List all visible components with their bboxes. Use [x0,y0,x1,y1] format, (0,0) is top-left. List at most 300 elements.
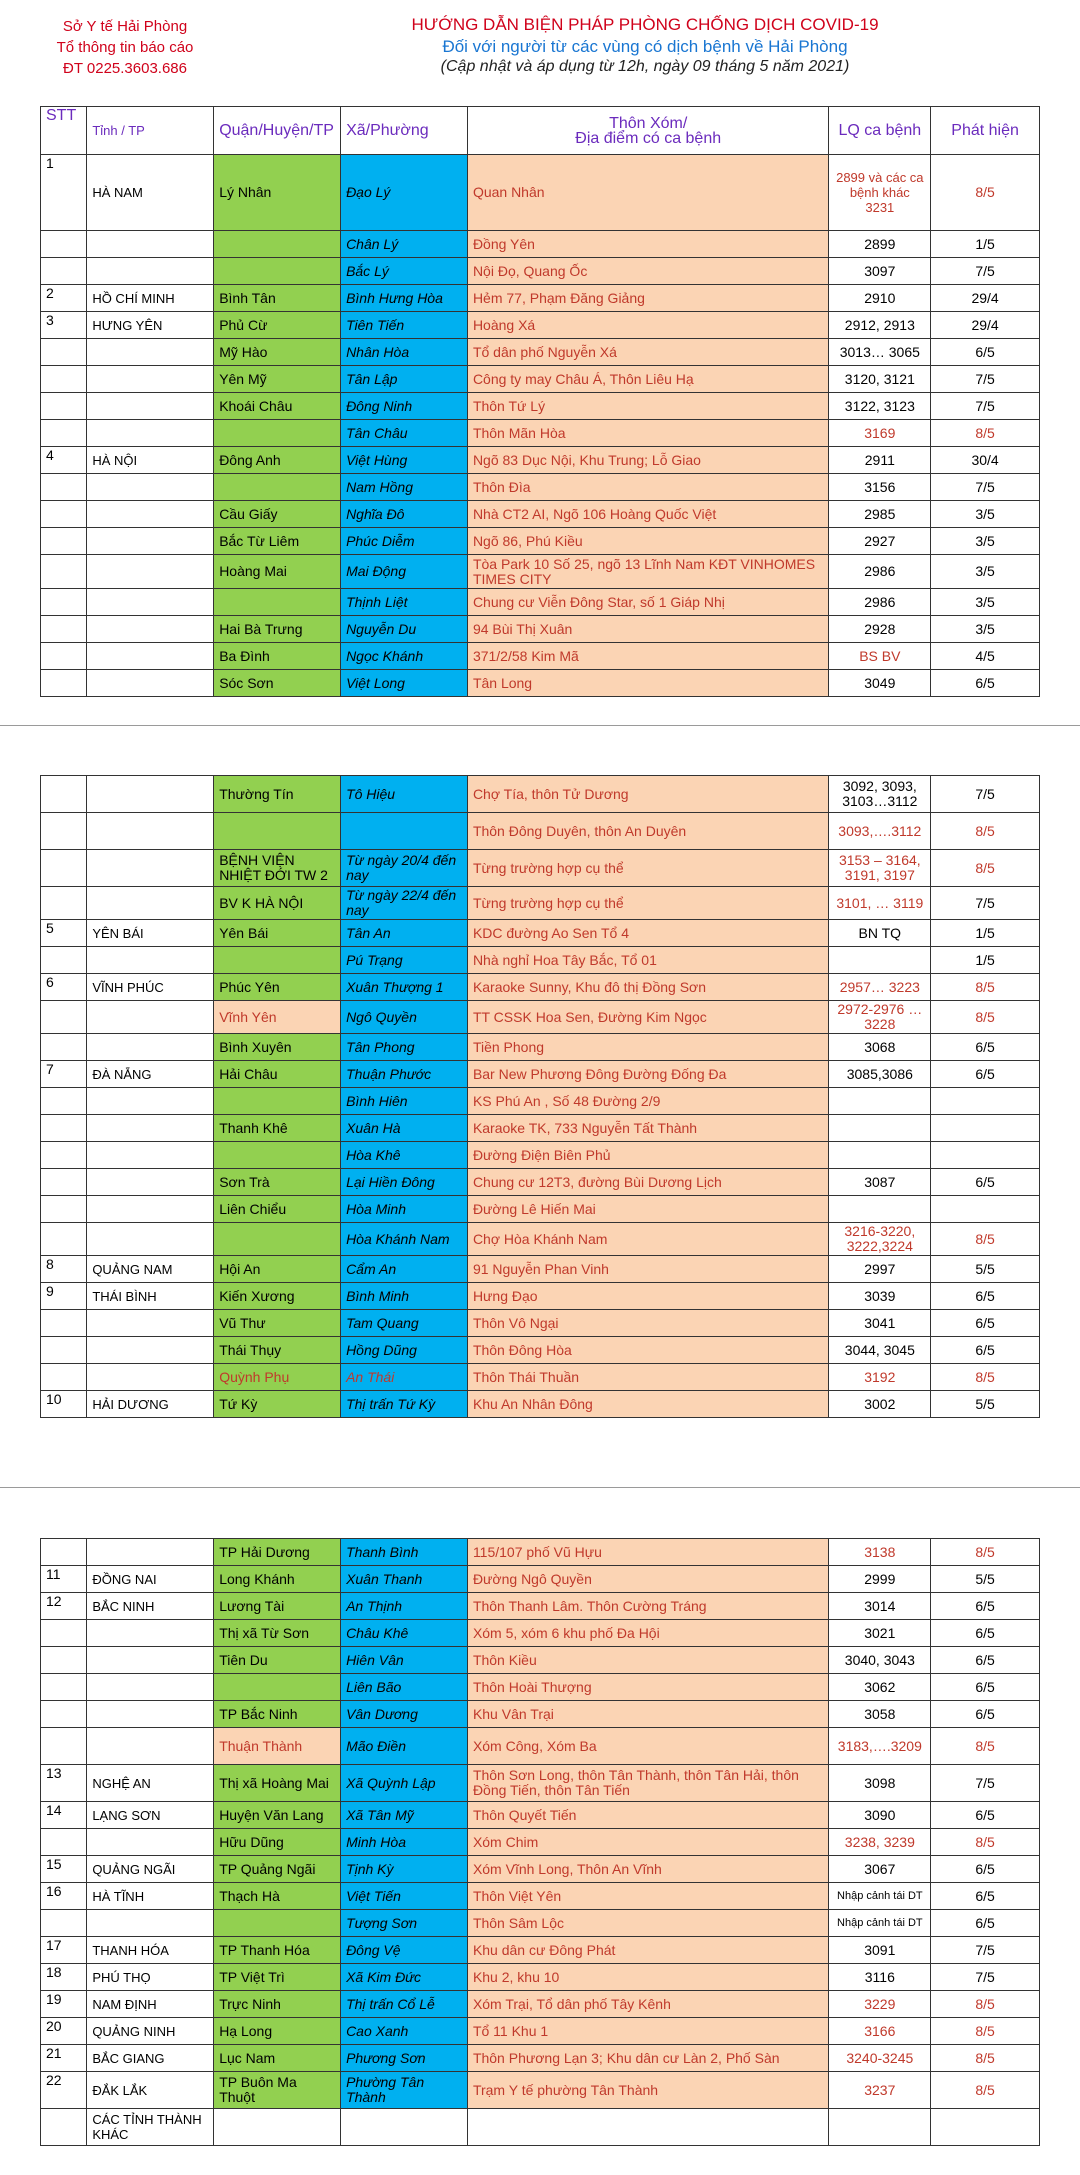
case-link-cell: 2985 [829,501,931,528]
column-header: Quận/Huyện/TP [214,107,341,155]
stt-cell: 21 [41,2045,87,2072]
ward-cell: Việt Hùng [341,447,468,474]
table-row [41,1196,1040,1223]
province-cell [87,420,214,447]
table-row [41,1142,1040,1169]
stt-cell [41,258,87,285]
table-row [41,1937,1040,1964]
district-cell: Khoái Châu [214,393,341,420]
detected-date-cell: 3/5 [931,616,1040,643]
case-link-cell: 3044, 3045 [829,1337,931,1364]
table-row [41,776,1040,813]
detected-date-cell: 8/5 [931,813,1040,850]
table-row [41,1674,1040,1701]
district-cell: Thuận Thành [214,1728,341,1765]
province-cell: QUẢNG NGÃI [87,1856,214,1883]
detected-date-cell: 3/5 [931,528,1040,555]
ward-cell: Tiên Tiến [341,312,468,339]
province-cell: THÁI BÌNH [87,1283,214,1310]
ward-cell: Vân Dương [341,1701,468,1728]
detected-date-cell: 8/5 [931,1364,1040,1391]
ward-cell: Nguyễn Du [341,616,468,643]
province-cell: VĨNH PHÚC [87,974,214,1001]
location-cell: 115/107 phố Vũ Hựu [467,1539,829,1566]
stt-cell: 8 [41,1256,87,1283]
table-row [41,1802,1040,1829]
province-cell [87,1196,214,1223]
detected-date-cell: 1/5 [931,947,1040,974]
page-divider [0,725,1080,726]
table-row [41,670,1040,697]
case-link-cell: 3229 [829,1991,931,2018]
stt-cell [41,1196,87,1223]
stt-cell [41,1647,87,1674]
detected-date-cell: 29/4 [931,312,1040,339]
location-cell: Bar New Phương Đông Đường Đống Đa [467,1061,829,1088]
stt-cell [41,1142,87,1169]
table-row [41,2045,1040,2072]
page-divider [0,1487,1080,1488]
column-header: LQ ca bệnh [829,107,931,155]
ward-cell: Tượng Sơn [341,1910,468,1937]
district-cell: Kiến Xương [214,1283,341,1310]
stt-cell [41,776,87,813]
province-cell [87,1115,214,1142]
district-cell [214,1674,341,1701]
district-cell: Thị xã Từ Sơn [214,1620,341,1647]
detected-date-cell: 6/5 [931,1593,1040,1620]
district-cell: Sóc Sơn [214,670,341,697]
stt-cell [41,1115,87,1142]
province-cell [87,1223,214,1256]
ward-cell: Tân An [341,920,468,947]
location-cell: Khu dân cư Đông Phát [467,1937,829,1964]
location-cell: Nội Đọ, Quang Ốc [467,258,829,285]
case-link-cell: 3237 [829,2072,931,2109]
stt-cell: 13 [41,1765,87,1802]
case-link-cell: 2912, 2913 [829,312,931,339]
district-cell: Mỹ Hào [214,339,341,366]
location-cell: Thôn Sơn Long, thôn Tân Thành, thôn Tân Hải, thôn Đồng Tiến, thôn Tân Tiến [467,1765,829,1802]
stt-cell: 14 [41,1802,87,1829]
data-table-page-2 [40,775,1040,1418]
org-phone: ĐT 0225.3603.686 [63,60,187,77]
table-row [41,2072,1040,2109]
case-link-cell: 3021 [829,1620,931,1647]
case-link-cell: 2899 [829,231,931,258]
stt-cell [41,231,87,258]
district-cell [214,1223,341,1256]
table-row [41,1223,1040,1256]
location-cell: Thôn Phương Lạn 3; Khu dân cư Làn 2, Phố Sàn [467,2045,829,2072]
province-cell [87,1337,214,1364]
ward-cell: Mão Điền [341,1728,468,1765]
case-link-cell: 3085,3086 [829,1061,931,1088]
case-link-cell: 3067 [829,1856,931,1883]
district-cell: Long Khánh [214,1566,341,1593]
province-cell: PHÚ THỌ [87,1964,214,1991]
ward-cell: Từ ngày 20/4 đến nay [341,850,468,887]
location-cell: Tòa Park 10 Số 25, ngõ 13 Lĩnh Nam KĐT VINHOMES TIMES CITY [467,555,829,589]
stt-cell: 22 [41,2072,87,2109]
stt-cell [41,366,87,393]
detected-date-cell: 7/5 [931,1964,1040,1991]
location-cell: 91 Nguyễn Phan Vinh [467,1256,829,1283]
ward-cell: Hiên Vân [341,1647,468,1674]
detected-date-cell: 29/4 [931,285,1040,312]
ward-cell: Phúc Diễm [341,528,468,555]
table-row [41,231,1040,258]
province-cell: HỒ CHÍ MINH [87,285,214,312]
ward-cell: Hòa Minh [341,1196,468,1223]
column-header: Phát hiện [931,107,1040,155]
detected-date-cell: 8/5 [931,2018,1040,2045]
detected-date-cell: 6/5 [931,1802,1040,1829]
case-link-cell: 2899 và các ca bệnh khác 3231 [829,155,931,231]
detected-date-cell: 8/5 [931,1539,1040,1566]
district-cell: TP Hải Dương [214,1539,341,1566]
detected-date-cell: 6/5 [931,1283,1040,1310]
table-row [41,258,1040,285]
ward-cell: Ngọc Khánh [341,643,468,670]
ward-cell: Lại Hiền Đông [341,1169,468,1196]
district-cell: Liên Chiểu [214,1196,341,1223]
province-cell [87,474,214,501]
detected-date-cell: 1/5 [931,920,1040,947]
detected-date-cell: 8/5 [931,1728,1040,1765]
district-cell: Hai Bà Trưng [214,616,341,643]
stt-cell [41,1001,87,1034]
table-row [41,1364,1040,1391]
district-cell: Yên Bái [214,920,341,947]
table-row [41,1169,1040,1196]
detected-date-cell: 6/5 [931,1061,1040,1088]
ward-cell: Thuận Phước [341,1061,468,1088]
location-cell: Thôn Đìa [467,474,829,501]
stt-cell: 4 [41,447,87,474]
case-link-cell: 2928 [829,616,931,643]
case-link-cell: 3153 – 3164, 3191, 3197 [829,850,931,887]
province-cell [87,528,214,555]
table-row [41,1088,1040,1115]
location-cell: KS Phú An , Số 48 Đường 2/9 [467,1088,829,1115]
stt-cell: 15 [41,1856,87,1883]
location-cell: Hẻm 77, Phạm Đăng Giảng [467,285,829,312]
ward-cell: Xã Tân Mỹ [341,1802,468,1829]
location-cell: Đồng Yên [467,231,829,258]
location-cell: Thôn Đông Hòa [467,1337,829,1364]
ward-cell: Thanh Bình [341,1539,468,1566]
detected-date-cell: 5/5 [931,1391,1040,1418]
district-cell: Lương Tài [214,1593,341,1620]
province-cell: BẮC NINH [87,1593,214,1620]
detected-date-cell: 6/5 [931,339,1040,366]
case-link-cell: BS BV [829,643,931,670]
province-cell: HÀ TĨNH [87,1883,214,1910]
province-cell [87,1169,214,1196]
district-cell: Hoàng Mai [214,555,341,589]
table-row [41,393,1040,420]
province-cell [87,1088,214,1115]
stt-cell [41,947,87,974]
location-cell: Nhà CT2 AI, Ngõ 106 Hoàng Quốc Việt [467,501,829,528]
case-link-cell: 3097 [829,258,931,285]
location-cell: Xóm Chim [467,1829,829,1856]
stt-cell [41,1829,87,1856]
case-link-cell: 3169 [829,420,931,447]
case-link-cell: 3120, 3121 [829,366,931,393]
stt-cell: 3 [41,312,87,339]
table-row [41,1391,1040,1418]
table-row [41,155,1040,231]
ward-cell: Việt Tiến [341,1883,468,1910]
location-cell: Hoàng Xá [467,312,829,339]
ward-cell [341,813,468,850]
ward-cell: Xuân Thanh [341,1566,468,1593]
stt-cell: 1 [41,155,87,231]
location-cell: Đường Điện Biên Phủ [467,1142,829,1169]
detected-date-cell: 6/5 [931,1701,1040,1728]
province-cell [87,1620,214,1647]
district-cell: Tiên Du [214,1647,341,1674]
detected-date-cell: 6/5 [931,1337,1040,1364]
table-row [41,1115,1040,1142]
table-row [41,1001,1040,1034]
table-row [41,1883,1040,1910]
province-cell [87,1034,214,1061]
district-cell [214,420,341,447]
district-cell: Thái Thụy [214,1337,341,1364]
detected-date-cell: 8/5 [931,1223,1040,1256]
stt-cell [41,589,87,616]
district-cell: TP Bắc Ninh [214,1701,341,1728]
detected-date-cell: 8/5 [931,155,1040,231]
district-cell: TP Quảng Ngãi [214,1856,341,1883]
location-cell: Ngõ 83 Dục Nội, Khu Trung; Lỗ Giao [467,447,829,474]
table-row [41,1034,1040,1061]
stt-cell [41,501,87,528]
ward-cell: Phường Tân Thành [341,2072,468,2109]
case-link-cell: 3062 [829,1674,931,1701]
district-cell: Huyện Văn Lang [214,1802,341,1829]
location-cell: Khu An Nhân Đông [467,1391,829,1418]
district-cell: Lục Nam [214,2045,341,2072]
ward-cell: Đông Vệ [341,1937,468,1964]
detected-date-cell [931,2109,1040,2146]
location-cell: Ngõ 86, Phú Kiều [467,528,829,555]
detected-date-cell: 5/5 [931,1566,1040,1593]
detected-date-cell: 7/5 [931,393,1040,420]
ward-cell: Bắc Lý [341,258,468,285]
case-link-cell: 3090 [829,1802,931,1829]
stt-cell: 20 [41,2018,87,2045]
district-cell: Ba Đình [214,643,341,670]
table-row [41,1765,1040,1802]
location-cell: Đường Ngô Quyền [467,1566,829,1593]
case-link-cell: 3093,….3112 [829,813,931,850]
district-cell: Tứ Kỳ [214,1391,341,1418]
table-row [41,1910,1040,1937]
case-link-cell: 3116 [829,1964,931,1991]
province-cell [87,1539,214,1566]
ward-cell: Thịnh Liệt [341,589,468,616]
stt-cell: 6 [41,974,87,1001]
location-cell: Xóm 5, xóm 6 khu phố Đa Hội [467,1620,829,1647]
location-cell: Đường Lê Hiến Mai [467,1196,829,1223]
ward-cell: Cẩm An [341,1256,468,1283]
location-cell: Karaoke Sunny, Khu đô thị Đồng Sơn [467,974,829,1001]
table-row [41,528,1040,555]
case-link-cell: 3058 [829,1701,931,1728]
location-cell: Trạm Y tế phường Tân Thành [467,2072,829,2109]
detected-date-cell: 3/5 [931,555,1040,589]
location-cell: Nhà nghỉ Hoa Tây Bắc, Tổ 01 [467,947,829,974]
org-unit: Tổ thông tin báo cáo [56,39,194,56]
detected-date-cell: 3/5 [931,501,1040,528]
province-cell: QUẢNG NAM [87,1256,214,1283]
province-cell [87,670,214,697]
case-link-cell: 2986 [829,589,931,616]
stt-cell [41,1728,87,1765]
detected-date-cell: 8/5 [931,1829,1040,1856]
province-cell [87,887,214,920]
ward-cell: Pú Trạng [341,947,468,974]
detected-date-cell: 1/5 [931,231,1040,258]
location-cell: Thôn Tứ Lý [467,393,829,420]
stt-cell [41,474,87,501]
location-cell: Tổ 11 Khu 1 [467,2018,829,2045]
stt-cell: 16 [41,1883,87,1910]
stt-cell: 18 [41,1964,87,1991]
province-cell [87,1647,214,1674]
province-cell: NAM ĐỊNH [87,1991,214,2018]
province-cell [87,231,214,258]
detected-date-cell: 8/5 [931,1991,1040,2018]
detected-date-cell: 8/5 [931,1001,1040,1034]
district-cell: Vũ Thư [214,1310,341,1337]
case-link-cell: 2927 [829,528,931,555]
detected-date-cell: 8/5 [931,2072,1040,2109]
case-link-cell: 3240-3245 [829,2045,931,2072]
column-header: Tỉnh / TP [87,107,214,155]
location-cell: Quan Nhân [467,155,829,231]
location-cell: Thôn Việt Yên [467,1883,829,1910]
location-cell: Công ty may Châu Á, Thôn Liêu Hạ [467,366,829,393]
district-cell: Hạ Long [214,2018,341,2045]
case-link-cell: 3091 [829,1937,931,1964]
location-cell: Từng trường hợp cụ thể [467,850,829,887]
table-row [41,643,1040,670]
case-link-cell: Nhập cảnh tái DT [829,1883,931,1910]
detected-date-cell: 3/5 [931,589,1040,616]
location-cell: Khu Vân Trại [467,1701,829,1728]
case-link-cell: 3087 [829,1169,931,1196]
ward-cell: Mai Động [341,555,468,589]
page-subtitle: Đối với người từ các vùng có dịch bệnh về Hải Phòng [442,37,848,56]
stt-cell [41,1223,87,1256]
table-row [41,2018,1040,2045]
detected-date-cell: 8/5 [931,2045,1040,2072]
district-cell: Quỳnh Phụ [214,1364,341,1391]
province-cell [87,813,214,850]
province-cell: HÀ NỘI [87,447,214,474]
location-cell: 94 Bùi Thị Xuân [467,616,829,643]
province-cell: CÁC TỈNH THÀNH KHÁC [87,2109,214,2146]
detected-date-cell: 6/5 [931,1910,1040,1937]
table-row [41,1829,1040,1856]
detected-date-cell: 7/5 [931,366,1040,393]
district-cell: Phúc Yên [214,974,341,1001]
province-cell [87,1674,214,1701]
table-row [41,474,1040,501]
province-cell: HẢI DƯƠNG [87,1391,214,1418]
ward-cell: Hồng Dũng [341,1337,468,1364]
table-row [41,920,1040,947]
ward-cell: Tân Lập [341,366,468,393]
ward-cell: Nghĩa Đô [341,501,468,528]
stt-cell [41,1539,87,1566]
district-cell: Bắc Từ Liêm [214,528,341,555]
detected-date-cell: 7/5 [931,887,1040,920]
district-cell [214,258,341,285]
district-cell: TP Việt Trì [214,1964,341,1991]
ward-cell: Nam Hồng [341,474,468,501]
stt-cell [41,1674,87,1701]
case-link-cell: 3039 [829,1283,931,1310]
table-row [41,1256,1040,1283]
province-cell: LẠNG SƠN [87,1802,214,1829]
table-row [41,1539,1040,1566]
case-link-cell: 3192 [829,1364,931,1391]
province-cell: NGHỆ AN [87,1765,214,1802]
location-cell: Thôn Đông Duyên, thôn An Duyên [467,813,829,850]
table-row [41,1061,1040,1088]
stt-cell [41,1620,87,1647]
table-row [41,974,1040,1001]
detected-date-cell: 6/5 [931,1169,1040,1196]
ward-cell: Thị trấn Tứ Kỳ [341,1391,468,1418]
table-row [41,2109,1040,2146]
location-cell: Chợ Tía, thôn Tử Dương [467,776,829,813]
table-row [41,813,1040,850]
ward-cell: Tam Quang [341,1310,468,1337]
stt-cell [41,339,87,366]
ward-cell: Xuân Thượng 1 [341,974,468,1001]
case-link-cell: 3013… 3065 [829,339,931,366]
detected-date-cell: 4/5 [931,643,1040,670]
stt-cell [41,813,87,850]
location-cell: Xóm Vĩnh Long, Thôn An Vĩnh [467,1856,829,1883]
district-cell: Hữu Dũng [214,1829,341,1856]
detected-date-cell: 6/5 [931,670,1040,697]
ward-cell: Xuân Hà [341,1115,468,1142]
ward-cell: Hòa Khê [341,1142,468,1169]
location-cell: Xóm Trại, Tổ dân phố Tây Kênh [467,1991,829,2018]
district-cell [214,1142,341,1169]
district-cell [214,813,341,850]
detected-date-cell: 6/5 [931,1034,1040,1061]
case-link-cell [829,947,931,974]
province-cell: BẮC GIANG [87,2045,214,2072]
ward-cell: Chân Lý [341,231,468,258]
ward-cell: Cao Xanh [341,2018,468,2045]
location-cell: Hưng Đạo [467,1283,829,1310]
case-link-cell [829,1115,931,1142]
location-cell: TT CSSK Hoa Sen, Đường Kim Ngọc [467,1001,829,1034]
province-cell [87,616,214,643]
location-cell: Xóm Công, Xóm Ba [467,1728,829,1765]
ward-cell: Bình Hiên [341,1088,468,1115]
